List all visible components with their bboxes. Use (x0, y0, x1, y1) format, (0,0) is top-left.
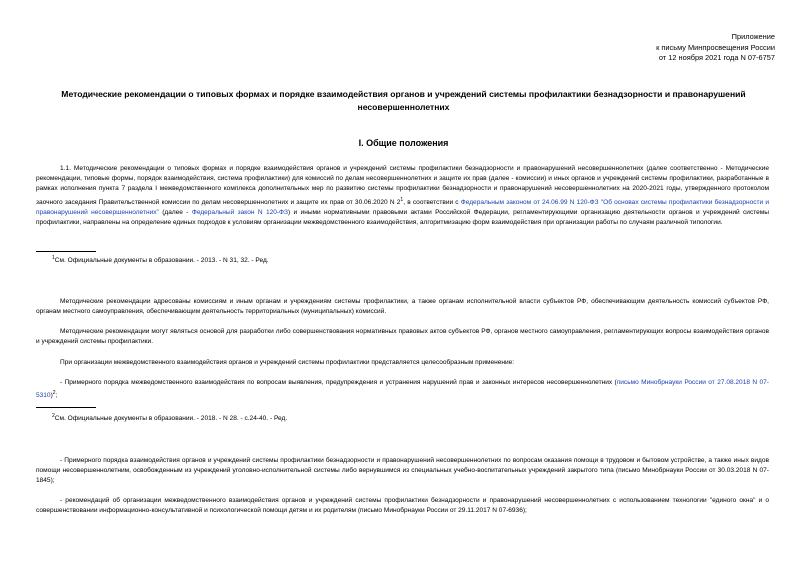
footnote-ref-1[interactable]: 1 (400, 196, 404, 203)
footnote-1-mark: 1 (52, 255, 55, 261)
federal-law-short-link[interactable]: Федеральный закон N 120-ФЗ (191, 208, 288, 216)
footnote-2 (52, 411, 287, 424)
paragraph-5-text-b: ) (50, 392, 53, 400)
paragraph-5-text-a: - Примерного порядка межведомственного взаимодействия по вопросам выявления, предупреждения и устранения нарушений прав и законных интересов несовершеннолетних ( (60, 379, 617, 386)
paragraph-1-1-text-d: ) и иными нормативными правовыми актами Российской Федерации, регламентирующими организацию деятельности органов и учреждений системы профилактики, направлены на определение единых подходов к условиям организации межведомственного взаимодействия, алгоритмизацию форм взаимодействия при организации работы по случаям различной типологии. (36, 208, 769, 227)
paragraph-1-1-text-c: (далее - (158, 208, 189, 216)
paragraph-7: - рекомендаций об организации межведомственного взаимодействия органов и учреждений системы профилактики безнадзорности и правонарушений несовершеннолетних с использованием технологии "единого окна" и о совершенствовании информационно-консультативной и психологической помощи детям и их родителям (письмо Минобрнауки России от 29.11.2017 N 07-6936); (36, 497, 769, 515)
paragraph-4: При организации межведомственного взаимодействия органов и учреждений системы профилактики представляется целесообразным применение: (60, 359, 515, 366)
paragraph-1-1-text-b: , в соответствии с (403, 198, 459, 206)
section-heading: I. Общие положения (358, 138, 449, 148)
footnote-ref-2[interactable]: 2 (52, 390, 56, 397)
appendix-block (656, 32, 775, 64)
footnote-1 (52, 253, 269, 266)
paragraph-2: Методические рекомендации адресованы комиссиям и иным органам и учреждениям системы профилактики, а также органам исполнительной власти субъектов РФ, обеспечивающим деятельность комиссий субъектов РФ, органам местного самоуправления, обеспечивающим деятельность территориальных (муниципальных) комиссий. (36, 298, 769, 316)
paragraph-3: Методические рекомендации могут являться основой для разработки либо совершенствования нормативных правовых актов субъектов РФ, органов местного самоуправления, регламентирующих вопросы взаимодействия органов и учреждений системы профилактики. (36, 328, 769, 346)
paragraph-5-text-c: ; (55, 392, 58, 400)
appendix-line-2: к письму Минпросвещения России (656, 42, 775, 52)
paragraph-1-1-text-a: 1.1. Методические рекомендации о типовых формах и порядке взаимодействия органов и учреждений системы профилактики безнадзорности и правонарушений несовершеннолетних (далее соответственно - Методические рекомендации, типовые формы, порядок взаимодействия, система профилактики) для комиссий по делам несовершеннолетних и защите их прав (далее - комиссии) и иных органов и учреждений системы профилактики, разработанные в рамках исполнения пункта 7 раздела I межведомственного комплекса дополнительных мер по развитию системы профилактики безнадзорности и правонарушений несовершеннолетних на 2020-2021 годы, утвержденного протоколом заочного заседания Правительственной комиссии по делам несовершеннолетних и защите их прав от 30.06.2020 N 2 (36, 165, 769, 206)
federal-law-link[interactable]: Федеральным законом от 24.06.99 N 120-ФЗ "Об основах системы профилактики безнадзорности и правонарушений несовершеннолетних" (36, 198, 770, 216)
footnote-2-mark: 2 (52, 413, 55, 419)
appendix-line-3: от 12 ноября 2021 года N 07-6757 (658, 53, 775, 63)
document-title: Методические рекомендации о типовых формах и порядке взаимодействия органов и учреждений системы профилактики безнадзорности и правонарушений несовершеннолетних (61, 89, 746, 112)
ministry-letter-link[interactable]: письмо Минобрнауки России от 27.08.2018 N 07-5310 (36, 379, 769, 400)
footnote-2-text: См. Официальные документы в образовании. - 2018. - N 28. - с.24-40. - Ред. (54, 415, 288, 423)
footnote-divider-2 (36, 407, 96, 408)
paragraph-6: - Примерного порядка взаимодействия органов и учреждений системы профилактики безнадзорности и правонарушений несовершеннолетних по вопросам оказания помощи в трудовом и бытовом устройстве, а также иных видов помощи несовершеннолетним, освобожденным из учреждений уголовно-исполнительной системы либо вернувшимся из специальных учебно-воспитательных учреждений закрытого типа (письмо Минобрнауки России от 30.03.2018 N 07-1845); (36, 457, 769, 485)
paragraph-1-1 (36, 164, 769, 228)
footnote-divider-1 (36, 251, 96, 252)
paragraph-5 (36, 378, 769, 402)
footnote-1-text: См. Официальные документы в образовании. - 2013. - N 31, 32. - Ред. (54, 257, 269, 265)
appendix-line-1: Приложение (731, 32, 775, 41)
